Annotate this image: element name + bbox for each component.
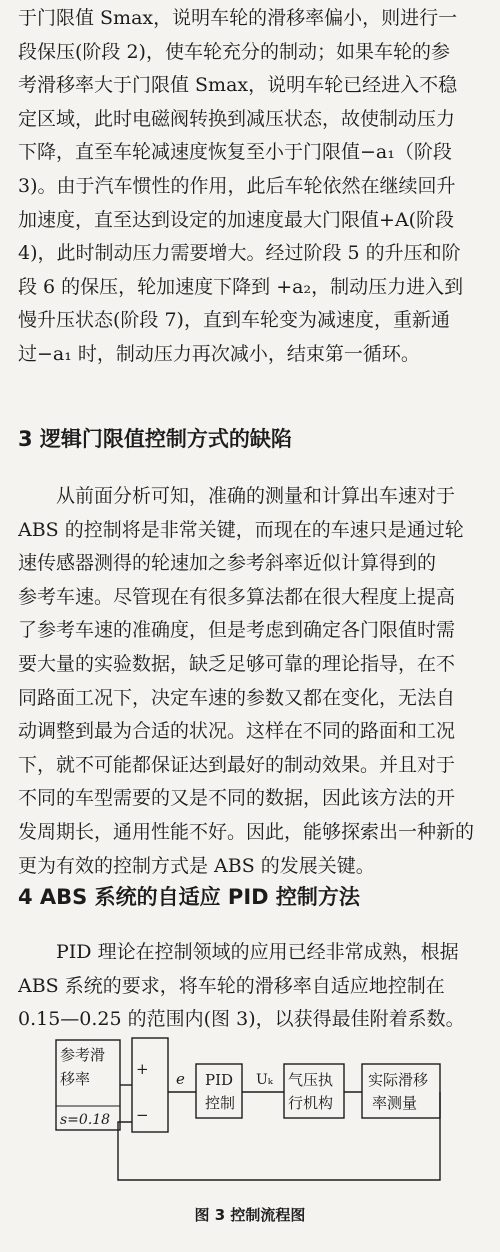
text-line: 过−a₁ 时，制动压力再次减小，结束第一循环。 <box>18 342 420 365</box>
paragraph-section-3 <box>18 480 486 883</box>
figure-3-control-flow <box>0 1036 500 1226</box>
text-line: 速传感器测得的轮速加之参考斜率近似计算得到的 <box>18 552 437 575</box>
text-line: 下，就不可能都保证达到最好的制动效果。并且对于 <box>18 753 456 776</box>
text-line: ABS 系统的要求，将车轮的滑移率自适应地控制在 <box>18 974 445 997</box>
text-line: 要大量的实验数据，缺乏足够可靠的理论指导，在不 <box>18 652 456 675</box>
text-line: 从前面分析可知，准确的测量和计算出车速对于 <box>18 485 456 507</box>
minus-sign: − <box>136 1106 149 1124</box>
text-line: PID 理论在控制领域的应用已经非常成熟，根据 <box>18 941 459 963</box>
reference-slip-label-2: 移率 <box>60 1070 91 1088</box>
pid-label-2: 控制 <box>205 1094 236 1112</box>
text-line: 发周期长，通用性能不好。因此，能够探索出一种新的 <box>18 820 475 843</box>
text-line: 了参考车速的准确度，但是考虑到确定各门限值时需 <box>18 619 456 642</box>
text-line: 下降，直至车轮减速度恢复至小于门限值−a₁（阶段 <box>18 141 452 164</box>
text-line: 段 6 的保压，轮加速度下降到 +a₂，制动压力进入到 <box>18 275 464 298</box>
measurement-label-1: 实际滑移 <box>368 1071 429 1089</box>
measurement-label-2: 率测量 <box>372 1094 418 1112</box>
text-line: 参考车速。尽管现在有很多算法都在很大程度上提高 <box>18 585 456 608</box>
text-line: 0.15—0.25 的范围内(图 3)，以获得最佳附着系数。 <box>18 1008 465 1031</box>
text-line: 不同的车型需要的又是不同的数据，因此该方法的开 <box>18 787 456 810</box>
control-flow-diagram <box>0 1036 500 1226</box>
figure-caption: 图 3 控制流程图 <box>194 1206 306 1224</box>
error-signal-label: e <box>176 1070 185 1088</box>
text-line: 4)，此时制动压力需要增大。经过阶段 5 的升压和阶 <box>18 242 461 265</box>
actuator-label-2: 行机构 <box>288 1094 334 1112</box>
plus-sign: + <box>136 1060 149 1078</box>
text-line: 慢升压状态(阶段 7)，直到车轮变为减速度，重新通 <box>18 309 450 332</box>
text-line: 动调整到最为合适的状况。这样在不同的路面和工况 <box>18 720 456 743</box>
text-line: 加速度，直至达到设定的加速度最大门限值+A(阶段 <box>18 208 455 231</box>
text-line: 更为有效的控制方式是 ABS 的发展关键。 <box>18 854 375 877</box>
text-line: ABS 的控制将是非常关键，而现在的车速只是通过轮 <box>18 518 464 541</box>
text-line: 段保压(阶段 2)，使车轮充分的制动；如果车轮的参 <box>18 40 450 63</box>
text-line: 3)。由于汽车惯性的作用，此后车轮依然在继续回升 <box>18 174 456 197</box>
section-heading-4: 4 ABS 系统的自适应 PID 控制方法 <box>18 885 360 909</box>
actuator-label-1: 气压执 <box>288 1071 334 1089</box>
text-line: 考滑移率大于门限值 Smax，说明车轮已经进入不稳 <box>18 74 458 97</box>
section-heading-3: 3 逻辑门限值控制方式的缺陷 <box>18 427 292 451</box>
reference-slip-value: s=0.18 <box>60 1112 111 1128</box>
control-output-label: Uₖ <box>256 1072 273 1088</box>
pid-label-1: PID <box>205 1071 234 1089</box>
text-line: 定区域，此时电磁阀转换到减压状态，故使制动压力 <box>18 107 456 130</box>
paragraph-continuation <box>18 2 486 372</box>
text-line: 于门限值 Smax，说明车轮的滑移率偏小，则进行一 <box>18 7 458 29</box>
paragraph-section-4 <box>18 936 486 1037</box>
text-line: 同路面工况下，决定车速的参数又都在变化，无法自 <box>18 686 456 709</box>
reference-slip-label-1: 参考滑 <box>60 1046 106 1064</box>
